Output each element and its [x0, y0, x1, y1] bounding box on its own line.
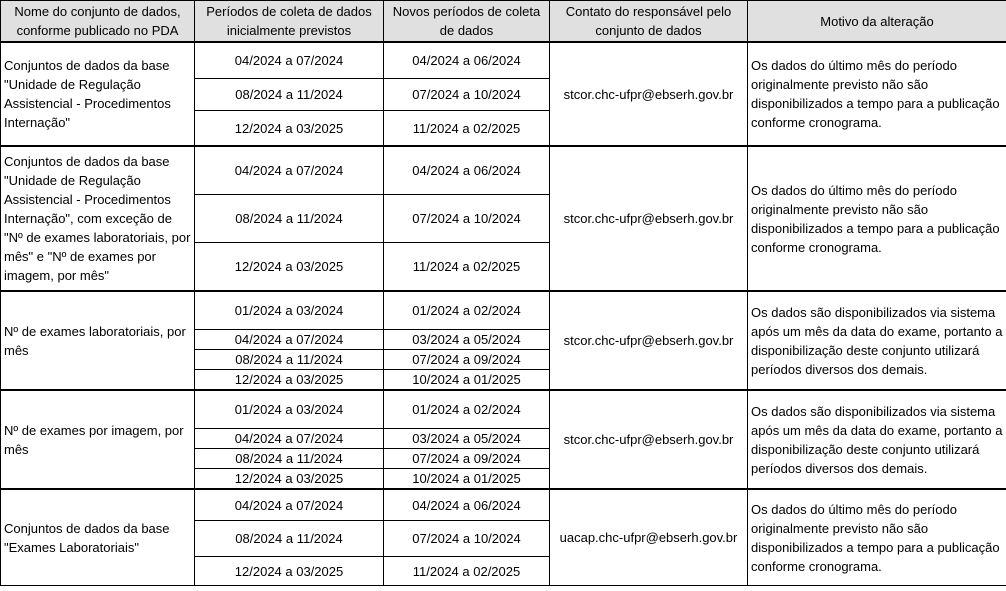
dataset-name-cell: Nº de exames laboratoriais, por mês	[1, 291, 195, 390]
original-period-cell: 08/2024 a 11/2024	[195, 195, 384, 243]
original-period-cell: 08/2024 a 11/2024	[195, 521, 384, 557]
new-period-cell: 03/2024 a 05/2024	[384, 429, 550, 449]
header-reason: Motivo da alteração	[748, 1, 1006, 43]
table-row	[1, 489, 1006, 521]
dataset-name-cell: Conjuntos de dados da base "Unidade de Regulação Assistencial - Procedimentos Internação", com exceção de "Nº de exames laboratoriais, por mês" e "Nº de exames por imagem, por mês"	[1, 146, 195, 291]
contact-email: stcor.chc-ufpr@ebserh.gov.br	[550, 390, 748, 489]
dataset-name-cell: Conjuntos de dados da base "Exames Laboratoriais"	[1, 489, 195, 586]
original-period-cell: 12/2024 a 03/2025	[195, 469, 384, 490]
new-period-cell: 11/2024 a 02/2025	[384, 111, 550, 147]
new-period-cell: 07/2024 a 10/2024	[384, 79, 550, 111]
new-period-cell: 10/2024 a 01/2025	[384, 469, 550, 490]
original-period-cell: 04/2024 a 07/2024	[195, 42, 384, 79]
contact-email: stcor.chc-ufpr@ebserh.gov.br	[550, 42, 748, 146]
new-period-cell: 07/2024 a 09/2024	[384, 449, 550, 469]
original-period-cell: 08/2024 a 11/2024	[195, 79, 384, 111]
original-period-cell: 04/2024 a 07/2024	[195, 330, 384, 350]
contact-email: uacap.chc-ufpr@ebserh.gov.br	[550, 489, 748, 586]
reason-cell: Os dados são disponibilizados via sistema após um mês da data do exame, portanto a disponibilização deste conjunto utilizará períodos diversos dos demais.	[748, 291, 1006, 390]
original-period-cell: 12/2024 a 03/2025	[195, 557, 384, 586]
dataset-name-cell: Nº de exames por imagem, por mês	[1, 390, 195, 489]
original-period-cell: 08/2024 a 11/2024	[195, 350, 384, 370]
header-dataset-name: Nome do conjunto de dados, conforme publicado no PDA	[1, 1, 195, 43]
reason-cell: Os dados do último mês do período originalmente previsto não são disponibilizados a tempo para a publicação conforme cronograma.	[748, 146, 1006, 291]
header-original-periods: Períodos de coleta de dados inicialmente previstos	[195, 1, 384, 43]
header-row	[1, 1, 1006, 43]
table-row	[1, 42, 1006, 79]
original-period-cell: 08/2024 a 11/2024	[195, 449, 384, 469]
new-period-cell: 11/2024 a 02/2025	[384, 243, 550, 292]
new-period-cell: 07/2024 a 09/2024	[384, 350, 550, 370]
original-period-cell: 12/2024 a 03/2025	[195, 370, 384, 391]
original-period-cell: 04/2024 a 07/2024	[195, 429, 384, 449]
reason-cell: Os dados do último mês do período originalmente previsto não são disponibilizados a tempo para a publicação conforme cronograma.	[748, 489, 1006, 586]
new-period-cell: 01/2024 a 02/2024	[384, 291, 550, 330]
original-period-cell: 01/2024 a 03/2024	[195, 390, 384, 429]
original-period-cell: 12/2024 a 03/2025	[195, 243, 384, 292]
original-period-cell: 04/2024 a 07/2024	[195, 146, 384, 195]
new-period-cell: 01/2024 a 02/2024	[384, 390, 550, 429]
new-period-cell: 07/2024 a 10/2024	[384, 521, 550, 557]
new-period-cell: 07/2024 a 10/2024	[384, 195, 550, 243]
new-period-cell: 10/2024 a 01/2025	[384, 370, 550, 391]
new-period-cell: 03/2024 a 05/2024	[384, 330, 550, 350]
reason-cell: Os dados são disponibilizados via sistema após um mês da data do exame, portanto a disponibilização deste conjunto utilizará períodos diversos dos demais.	[748, 390, 1006, 489]
original-period-cell: 12/2024 a 03/2025	[195, 111, 384, 147]
new-period-cell: 11/2024 a 02/2025	[384, 557, 550, 586]
header-contact: Contato do responsável pelo conjunto de dados	[550, 1, 748, 43]
header-new-periods: Novos períodos de coleta de dados	[384, 1, 550, 43]
new-period-cell: 04/2024 a 06/2024	[384, 42, 550, 79]
table-row	[1, 146, 1006, 195]
contact-email: stcor.chc-ufpr@ebserh.gov.br	[550, 146, 748, 291]
table-row	[1, 291, 1006, 330]
new-period-cell: 04/2024 a 06/2024	[384, 489, 550, 521]
original-period-cell: 04/2024 a 07/2024	[195, 489, 384, 521]
table-row	[1, 390, 1006, 429]
original-period-cell: 01/2024 a 03/2024	[195, 291, 384, 330]
contact-email: stcor.chc-ufpr@ebserh.gov.br	[550, 291, 748, 390]
new-period-cell: 04/2024 a 06/2024	[384, 146, 550, 195]
reason-cell: Os dados do último mês do período originalmente previsto não são disponibilizados a tempo para a publicação conforme cronograma.	[748, 42, 1006, 146]
dataset-name-cell: Conjuntos de dados da base "Unidade de Regulação Assistencial - Procedimentos Internação"	[1, 42, 195, 146]
